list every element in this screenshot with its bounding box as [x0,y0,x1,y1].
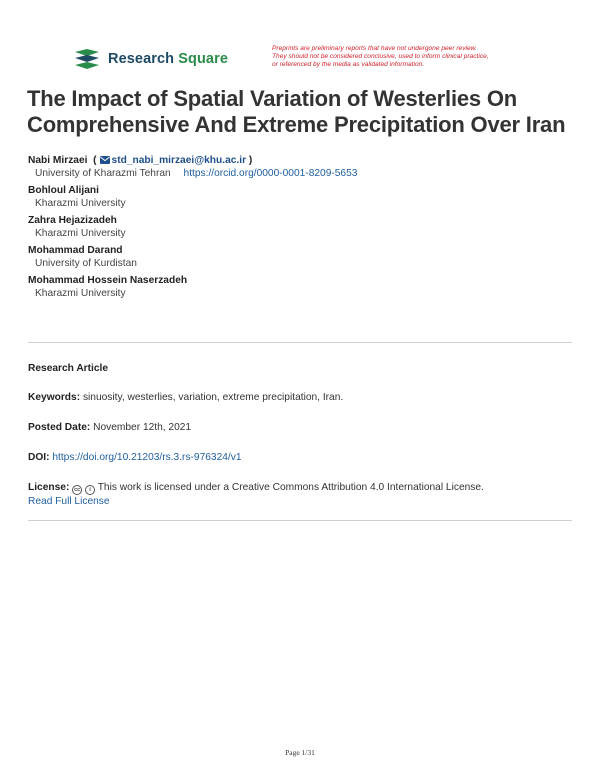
paper-title: The Impact of Spatial Variation of Westerlies On Comprehensive And Extreme Precipitation Over Iran [27,86,566,137]
envelope-icon [100,156,110,164]
posted-date-label: Posted Date: [28,422,91,433]
page-header [0,0,600,80]
email-link[interactable]: std_nabi_mirzaei@khu.ac.ir [111,155,247,166]
notice-line: Preprints are preliminary reports that have not undergone peer review. [272,45,477,52]
research-square-logo[interactable] [74,48,228,70]
preprint-notice [272,45,542,70]
author-affiliation: Kharazmi University [35,228,126,239]
keywords-label: Keywords: [28,392,81,403]
author-list [28,154,578,304]
cc-icon: cc [74,487,81,493]
doi-label: DOI: [28,452,50,463]
author-entry [28,154,578,181]
author-affiliation: University of Kharazmi Tehran [35,168,171,179]
keywords-row [28,391,573,405]
author-entry [28,184,578,211]
notice-line: They should not be considered conclusive, used to inform clinical practice, [272,53,489,61]
license-row [28,481,573,509]
brand-name: Research Square [108,51,228,67]
section-divider [28,520,572,521]
doi-link[interactable]: https://doi.org/10.21203/rs.3.rs-976324/v1 [52,452,242,463]
keywords-value: sinuosity, westerlies, variation, extreme precipitation, Iran. [82,392,344,403]
article-type: Research Article [28,363,109,374]
section-divider [28,342,572,343]
author-name: Zahra Hejazizadeh [28,215,117,226]
author-affiliation: University of Kurdistan [35,258,137,269]
notice-line: or referenced by the media as validated information. [272,61,425,69]
read-full-license-link[interactable]: Read Full License [28,496,110,507]
author-affiliation: Kharazmi University [35,288,126,299]
author-affiliation: Kharazmi University [35,198,126,209]
doi-row [28,451,573,465]
posted-date-value: November 12th, 2021 [93,422,192,433]
author-entry [28,214,578,241]
author-entry [28,244,578,271]
author-email[interactable]: ( std_nabi_mirzaei@khu.ac.ir ) [90,155,253,166]
license-label: License: [28,482,70,493]
posted-date-row [28,421,573,435]
orcid-link[interactable]: https://orcid.org/0000-0001-8209-5653 [183,168,358,179]
page-number: Page 1/31 [285,748,315,757]
by-icon: i [85,485,95,495]
author-name: Bohloul Alijani [28,185,99,196]
author-name: Mohammad Hossein Naserzadeh [28,275,188,286]
author-entry [28,274,578,301]
author-name: Nabi Mirzaei [28,155,88,166]
research-square-logo-icon [74,48,100,70]
author-name: Mohammad Darand [28,245,123,256]
license-text: This work is licensed under a Creative Commons Attribution 4.0 International License. [97,482,484,493]
